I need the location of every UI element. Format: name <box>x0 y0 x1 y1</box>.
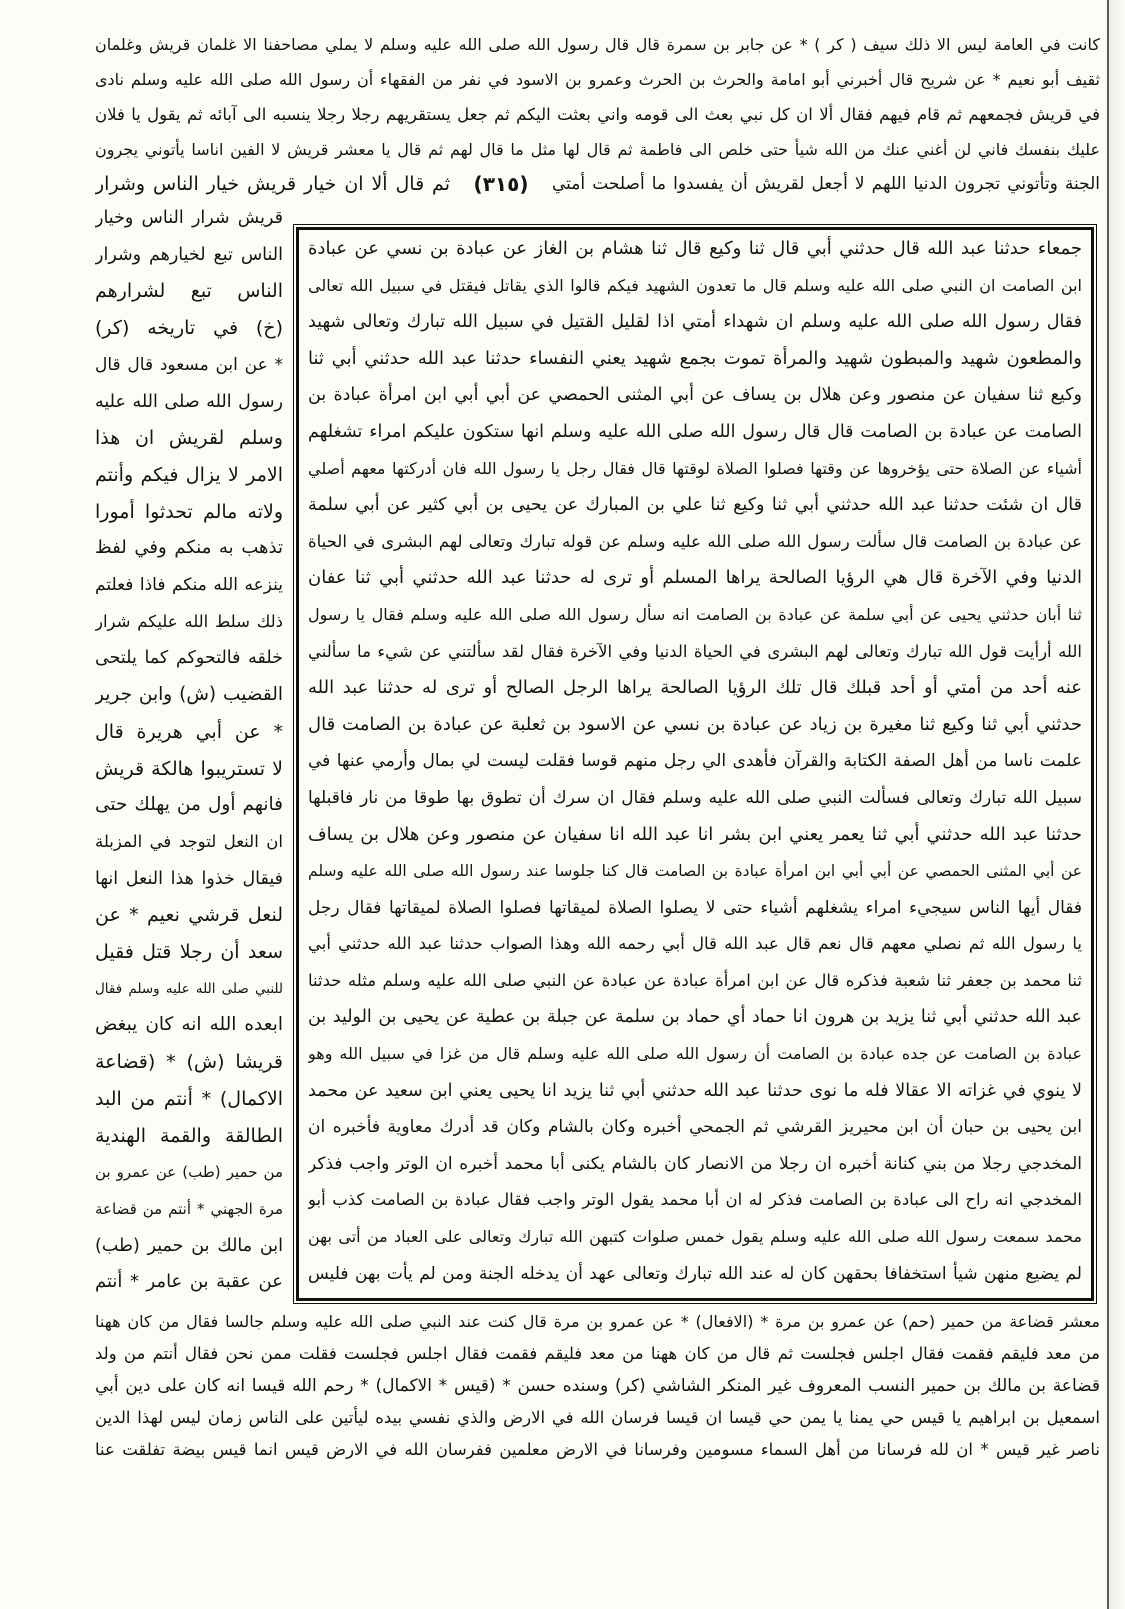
side-margin-line: الاكمال) * أنتم من البد <box>95 1087 283 1110</box>
side-margin-line: تذهب به منكم وفي لفظ <box>95 537 283 559</box>
main-text-box <box>293 224 1097 1304</box>
main-text-line: سبيل الله تبارك وتعالى فسألت النبي صلى الله عليه وسلم فقال ان سرك أن تطوق بها طوقا من نار فاقبلها <box>308 787 1082 808</box>
side-margin-column <box>95 200 283 1301</box>
side-margin-line: ولاته مالم تحدثوا أمورا <box>95 500 283 523</box>
page-edge-rule <box>1107 0 1109 1609</box>
side-margin-line: لا تستريبوا هالكة قريش <box>95 757 283 780</box>
side-margin-line: الامر لا يزال فيكم وأنتم <box>95 463 283 486</box>
side-margin-line: فيقال خذوا هذا النعل انها <box>95 868 283 889</box>
main-text-line: ابن يحيى بن حبان أن ابن محيريز القرشي ثم الجمحي أخبره وكان بالشام وكان قد أدرك معاوية فأخبره ان <box>308 1117 1082 1138</box>
side-margin-line: ينزعه الله منكم فاذا فعلتم <box>95 575 283 596</box>
top-margin-last-line <box>95 167 1100 202</box>
bottom-margin-line: ناصر غير قيس * ان لله فرسانا من أهل السماء مسومين وفرسانا في الارض معلمين ففرسان الله في الارض قيس انما قيس بيضة تفلقت عنا <box>95 1440 1100 1459</box>
main-text-line: فقال أيها الناس سيجيء امراء يشغلهم أشياء حتى لا يصلوا الصلاة لميقاتها فصلوا الصلاة لميقاتها فقال رجل <box>308 897 1082 918</box>
top-margin-line: في قريش فجمعهم ثم قام فيهم فقال ألا ان كل نبي بعث الى قومه واني بعثت اليكم ثم جعل يستقريهم رجلا رجلا ينسبه الى آبائه ثم يقول يا فلان <box>95 105 1100 124</box>
page-number: (٣١٥) <box>473 172 529 196</box>
main-text-line: لا ينوي في غزاته الا عقالا فله ما نوى حدثنا عبد الله حدثني أبي ثنا يزيد انا يحيى يعني ابن سعيد عن محمد <box>308 1080 1082 1101</box>
main-text-line: حدثنا عبد الله حدثني أبي ثنا يعمر يعني ابن بشر انا عبد الله انا سفيان عن منصور وعن هلال بن يساف <box>308 823 1082 845</box>
main-text-line: عنه أحد من أمتي أو أحد قبلك قال تلك الرؤيا الصالحة يراها الرجل الصالح أو ترى له حدثنا عبد الله <box>308 677 1082 699</box>
main-text-frame <box>296 227 1094 1301</box>
bottom-margin-line: اسمعيل بن ابراهيم يا قيس حي يمنا يا يمن حي قيسا ان قيسا فرسان الله في الارض والذي نفسي بيده ليأتين على الناس زمان ليس لهذا الدين <box>95 1408 1100 1427</box>
side-margin-line: الناس تبع لخيارهم وشرار <box>95 244 283 265</box>
side-margin-line: ذلك سلط الله عليكم شرار <box>95 611 283 631</box>
side-margin-line: لنعل قرشي نعيم * عن <box>95 904 283 927</box>
side-margin-line: الطالقة والقمة الهندية <box>95 1124 283 1147</box>
top-margin-line-right-part: الجنة وتأتوني تجرون الدنيا اللهم لا أجعل لقريش أن يفسدوا ما أصلحت أمتي <box>552 174 1100 194</box>
side-margin-line: من حمير (طب) عن عمرو بن <box>95 1163 283 1182</box>
side-margin-line: مرة الجهني * أنتم من قضاعة <box>95 1199 283 1218</box>
main-text-line: عبد الله حدثني أبي ثنا يزيد بن هرون انا حماد أي حماد بن سلمة عن جبلة بن عطية عن يحيى بن الوليد بن <box>308 1007 1082 1028</box>
main-text-line: الصامت عن عبادة بن الصامت قال قال رسول الله صلى الله عليه وسلم انها ستكون عليكم امراء تشغلهم <box>308 421 1082 442</box>
side-margin-line: خلقه فالتحوكم كما يلتحى <box>95 648 283 669</box>
main-text-line: فقال رسول الله صلى الله عليه وسلم ان شهداء أمتي اذا لقليل القتيل في سبيل الله تبارك وتعالى شهيد <box>308 312 1082 333</box>
top-margin-text <box>95 27 1100 202</box>
side-margin-line: قريش شرار الناس وخيار <box>95 208 283 228</box>
main-text-line: وكيع ثنا سفيان عن منصور وعن هلال بن يساف عن أبي المثنى الحمصي عن أبي أبي ابن امرأة عبادة بن <box>308 385 1082 406</box>
main-text-line: حدثني أبي ثنا وكيع ثنا مغيرة بن زياد عن عبادة بن نسي عن الاسود بن ثعلبة عن عبادة بن الصامت قال <box>308 713 1082 735</box>
main-text-line: محمد سمعت رسول الله صلى الله عليه وسلم يقول خمس صلوات كتبهن الله تبارك وتعالى على العباد من أتى بهن <box>308 1227 1082 1247</box>
top-margin-line-left-part: ثم قال ألا ان خيار قريش خيار الناس وشرار <box>95 173 450 195</box>
main-text-line: الدنيا وفي الآخرة قال هي الرؤيا الصالحة يراها المسلم أو ترى له حدثنا عبد الله حدثني أبي ثنا عفان <box>308 567 1082 589</box>
side-margin-line: قريشا (ش) * (قضاعة <box>95 1051 283 1074</box>
main-text-line: قال ان شئت حدثنا عبد الله حدثني أبي ثنا وكيع ثنا علي بن المبارك عن يحيى بن أبي كثير عن أبي سلمة <box>308 495 1082 516</box>
main-text-line: عبادة بن الصامت عن جده عبادة بن الصامت أن رسول الله صلى الله عليه وسلم قال من غزا في سبيل الله وهو <box>308 1044 1082 1064</box>
side-margin-line: * عن أبي هريرة قال <box>95 720 283 743</box>
main-text-line: ابن الصامت ان النبي صلى الله عليه وسلم قال ما تعدون الشهيد فيكم قالوا الذي يقاتل فيقتل في سبيل الله تعالى <box>308 275 1082 295</box>
side-margin-line: فانهم أول من يهلك حتى <box>95 794 283 816</box>
main-text-line: يا رسول الله ثم نصلي معهم قال نعم قال عبد الله قال أبي رحمه الله وهذا الصواب حدثنا عبد الله حدثني أبي <box>308 934 1082 954</box>
main-text-line: ثنا محمد بن جعفر ثنا شعبة فذكره قال عن ابن امرأة عبادة عن عبادة عن النبي صلى الله عليه وسلم مثله حدثنا <box>308 970 1082 990</box>
side-margin-line: ابن مالك بن حمير (طب) <box>95 1235 283 1256</box>
side-margin-line: وسلم لقريش ان هذا <box>95 427 283 450</box>
side-margin-line: الناس تبع لشرارهم <box>95 280 283 303</box>
main-text-line: عن أبي المثنى الحمصي عن أبي أبي ابن امرأة عبادة بن الصامت قال كنا جلوسا عند رسول الله صلى الله عليه وسلم <box>308 862 1082 881</box>
main-text-line: لم يضيع منهن شيأ استخفافا بحقهن كان له عند الله تبارك وتعالى عهد أن يدخله الجنة ومن لم يأت بهن فليس <box>308 1263 1082 1284</box>
side-margin-line: * عن ابن مسعود قال قال <box>95 354 283 375</box>
side-margin-line: (خ) في تاريخه (كر) <box>95 317 283 340</box>
top-margin-line: كانت في العامة ليس الا ذلك سيف ( كر ) * عن جابر بن سمرة قال قال رسول الله صلى الله عليه وسلم لا يملي مصاحفنا الا غلمان قريش وغلمان <box>95 35 1100 54</box>
side-margin-line: عن عقبة بن عامر * أنتم <box>95 1271 283 1293</box>
bottom-margin-line: من معد فليقم فقمت فقال اجلس فجلست ثم قال من كان ههنا من معد فليقم فقمت فقال اجلس فجلست فقلت ممن نحن فقال أنتم من ولد <box>95 1344 1100 1363</box>
bottom-margin-line: قضاعة بن مالك بن حمير النسب المعروف غير المنكر الشاشي (كر) وسنده حسن * (قيس * الاكمال) * رحم الله قيسا انه كان على دين أبي <box>95 1376 1100 1396</box>
side-margin-line: للنبي صلى الله عليه وسلم فقال <box>95 980 283 997</box>
main-text-line: جمعاء حدثنا عبد الله قال حدثني أبي قال ثنا وكيع قال ثنا هشام بن الغاز عن عبادة بن نسي عن عبادة <box>308 238 1082 259</box>
side-margin-line: ان النعل لتوجد في المزبلة <box>95 831 283 851</box>
side-margin-line: رسول الله صلى الله عليه <box>95 391 283 412</box>
side-margin-line: سعد أن رجلا قتل فقيل <box>95 941 283 964</box>
page-edge-shadow <box>1109 0 1125 1609</box>
main-text-line: ثنا أبان حدثني يحيى عن أبي سلمة عن عبادة بن الصامت انه سأل رسول الله صلى الله عليه وسلم فقال يا رسول <box>308 604 1082 624</box>
main-text-line: والمطعون شهيد والمبطون شهيد والمرأة تموت بجمع شهيد يعني النفساء حدثنا عبد الله حدثني أبي ثنا <box>308 347 1082 369</box>
main-text-line: علمت ناسا من أهل الصفة الكتابة والقرآن فأهدى الي رجل منهم قوسا فقلت ليست لي بمال وأرمي عنها في <box>308 751 1082 772</box>
main-text-line: المخدجي انه راح الى عبادة بن الصامت فذكر له ان أبا محمد يقول الوتر واجب فقال عبادة بن الصامت كذب أبو <box>308 1190 1082 1210</box>
bottom-margin-text <box>95 1306 1100 1466</box>
bottom-margin-line: معشر قضاعة من حمير (حم) عن عمرو بن مرة * (الافعال) * عن عمرو بن مرة قال كنت عند النبي صلى الله عليه وسلم جالسا فقال من كان ههنا <box>95 1312 1100 1331</box>
top-margin-line: ثقيف أبو نعيم * عن شريح قال أخبرني أبو امامة والحرث بن الحرث وعمرو بن الاسود في نفر من الفقهاء أن رسول الله صلى الله عليه وسلم نادى <box>95 70 1100 89</box>
main-text-line: أشياء عن الصلاة حتى يؤخروها عن وقتها فصلوا الصلاة لوقتها قال فقال رجل يا رسول الله فان أدركتها معهم أصلي <box>308 458 1082 478</box>
main-text-line: عن عبادة بن الصامت قال سألت رسول الله صلى الله عليه وسلم عن قوله تبارك وتعالى لهم البشرى في الحياة <box>308 531 1082 551</box>
main-text-line: المخدجي رجلا من بني كنانة أخبره ان رجلا من الانصار كان بالشام يكنى أبا محمد أخبره ان الوتر واجب فذكر <box>308 1153 1082 1174</box>
main-text-line: الله أرأيت قول الله تبارك وتعالى لهم البشرى في الحياة الدنيا وفي الآخرة فقال لقد سألتني عن شيء ما سألني <box>308 641 1082 661</box>
side-margin-line: القضيب (ش) وابن جرير <box>95 684 283 706</box>
side-margin-line: ابعده الله انه كان يبغض <box>95 1014 283 1036</box>
top-margin-line: عليك بنفسك فاني لن أغني عنك من الله شيأ حتى خلص الى فاطمة ثم قال لها مثل ما قال لهم ثم قال يا معشر قريش لا الفين اناسا يأتوني يجرون <box>95 140 1100 159</box>
